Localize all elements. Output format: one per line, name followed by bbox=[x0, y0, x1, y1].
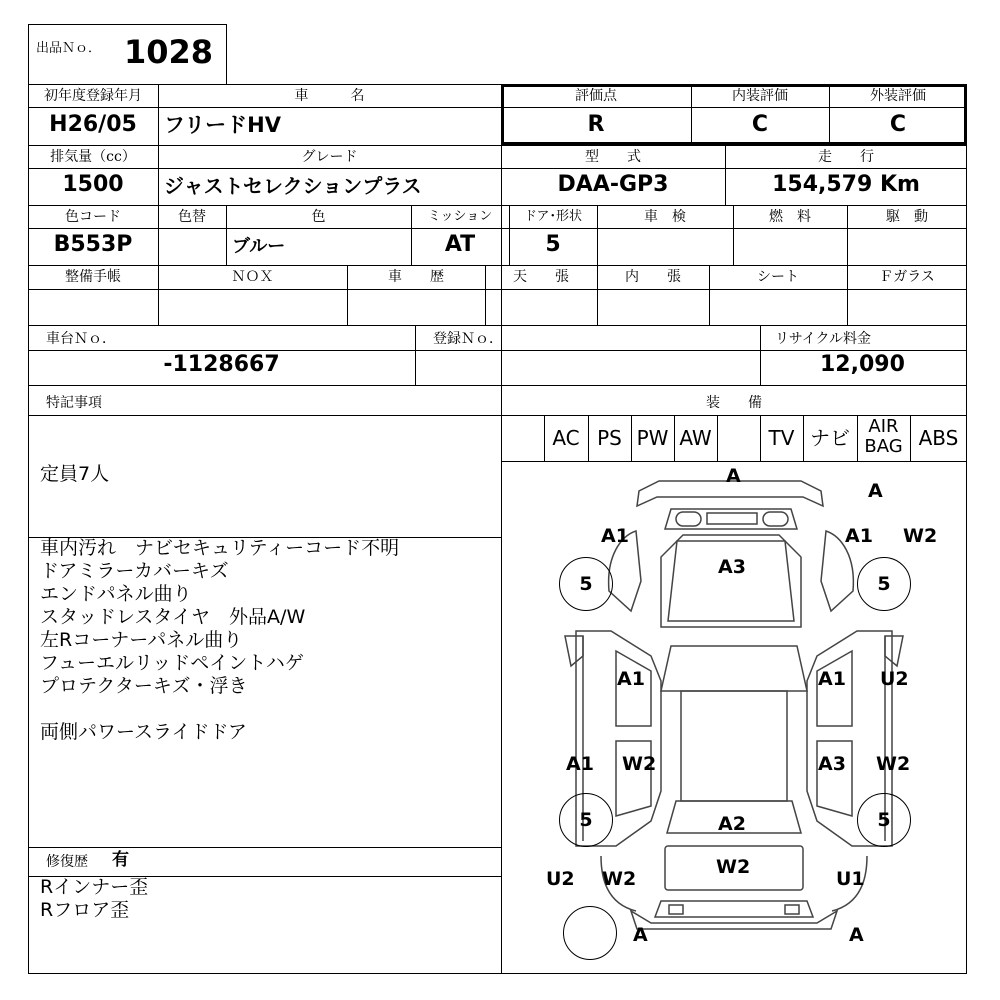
score-label: 評価点 bbox=[575, 88, 617, 104]
damage-marker: A1 bbox=[601, 525, 629, 547]
repair-value: 有 bbox=[112, 850, 129, 870]
equipment-label: 装 備 bbox=[706, 395, 762, 411]
grade-value: ジャストセレクションプラス bbox=[164, 174, 422, 198]
chassis-value: -1128667 bbox=[163, 352, 280, 377]
damage-marker: A bbox=[726, 465, 741, 487]
damage-marker: A bbox=[868, 480, 883, 502]
remark-line: ドアミラーカバーキズ bbox=[40, 560, 229, 582]
mileage-value: 154,579 Km bbox=[772, 172, 920, 197]
displacement-value: 1500 bbox=[62, 172, 124, 197]
remark-line: 車内汚れ ナビセキュリティーコード不明 bbox=[40, 537, 400, 559]
spare-tire-marker bbox=[563, 906, 617, 960]
car-name-label: 車 名 bbox=[294, 88, 365, 104]
remark-line: 左Rコーナーパネル曲り bbox=[40, 629, 243, 651]
damage-marker: U2 bbox=[880, 668, 909, 690]
mileage-label: 走 行 bbox=[818, 149, 874, 165]
model-label: 型 式 bbox=[585, 149, 641, 165]
registration-label: 登録Ｎｏ． bbox=[433, 331, 503, 347]
equip-navi: ナビ bbox=[810, 426, 850, 450]
damage-marker: W2 bbox=[622, 753, 657, 775]
exterior-value: C bbox=[889, 112, 907, 137]
damage-marker: W2 bbox=[716, 856, 751, 878]
nox-label: ＮＯＸ bbox=[231, 269, 274, 285]
chassis-label: 車台Ｎｏ． bbox=[46, 331, 116, 347]
score-value: R bbox=[587, 112, 605, 137]
remark-line: フューエルリッドペイントハゲ bbox=[40, 652, 304, 674]
repair-top-line bbox=[28, 847, 501, 848]
row-line bbox=[28, 168, 967, 169]
drive-label: 駆 動 bbox=[886, 209, 928, 225]
row-line bbox=[28, 289, 967, 290]
first-reg-value: H26/05 bbox=[49, 112, 137, 137]
tire-front-left-marker: 5 bbox=[559, 557, 613, 611]
equip-ac: AC bbox=[552, 426, 580, 450]
row-line bbox=[28, 265, 967, 266]
inspection-label: 車 検 bbox=[644, 209, 686, 225]
row-line bbox=[28, 385, 967, 386]
displacement-label: 排気量（cc） bbox=[50, 149, 136, 165]
row-line bbox=[28, 325, 967, 326]
seat-label: シート bbox=[757, 269, 799, 285]
door-value: 5 bbox=[545, 232, 561, 257]
color-code-value: B553P bbox=[53, 232, 133, 257]
remark-line: プロテクターキズ・浮き bbox=[40, 675, 248, 697]
damage-marker: U2 bbox=[546, 868, 575, 890]
transmission-label: ミッション bbox=[427, 209, 493, 224]
lot-number: 1028 bbox=[124, 33, 214, 71]
row-line bbox=[28, 228, 967, 229]
damage-marker: A bbox=[849, 924, 864, 946]
remark-line bbox=[40, 698, 399, 721]
col-line bbox=[760, 325, 761, 385]
equip-abs: ABS bbox=[918, 426, 959, 450]
damage-marker: A1 bbox=[818, 668, 846, 690]
history-label: 車 歴 bbox=[388, 269, 444, 285]
repair-label: 修復歴 bbox=[46, 854, 88, 870]
remark-line: 両側パワースライドドア bbox=[40, 721, 247, 743]
car-diagram bbox=[501, 461, 967, 974]
lot-label: 出品Ｎｏ． bbox=[36, 41, 102, 56]
first-reg-label: 初年度登録年月 bbox=[44, 88, 142, 104]
row-line bbox=[28, 205, 967, 206]
damage-marker: A3 bbox=[718, 556, 746, 578]
tire-front-right-marker: 5 bbox=[857, 557, 911, 611]
interior-label: 内装評価 bbox=[732, 88, 788, 104]
col-line bbox=[415, 325, 416, 385]
equip-tv: TV bbox=[768, 426, 795, 450]
color-value: ブルー bbox=[232, 236, 286, 257]
car-name-value: フリードHV bbox=[164, 113, 281, 137]
damage-marker: A1 bbox=[566, 753, 594, 775]
tire-rear-right-marker: 5 bbox=[857, 793, 911, 847]
fuel-label: 燃 料 bbox=[769, 209, 811, 225]
remark-line: スタッドレスタイヤ 外品A/W bbox=[40, 606, 306, 628]
capacity-text: 定員7人 bbox=[40, 463, 110, 485]
damage-marker: A3 bbox=[818, 753, 846, 775]
tire-rear-left-marker: 5 bbox=[559, 793, 613, 847]
damage-marker: W2 bbox=[602, 868, 637, 890]
damage-marker: A1 bbox=[617, 668, 645, 690]
color-label: 色 bbox=[311, 209, 326, 225]
remark-line: エンドパネル曲り bbox=[40, 583, 192, 605]
manual-label: 整備手帳 bbox=[65, 269, 121, 285]
damage-marker: A bbox=[633, 924, 648, 946]
equip-pw: PW bbox=[636, 426, 669, 450]
row-line bbox=[28, 415, 967, 416]
recycle-label: リサイクル料金 bbox=[775, 331, 872, 347]
damage-marker: A2 bbox=[718, 813, 746, 835]
glass-label: Ｆガラス bbox=[879, 269, 935, 285]
repair-line: Rインナー歪 bbox=[40, 876, 149, 898]
equip-aw: AW bbox=[679, 426, 712, 450]
interior-value: C bbox=[751, 112, 769, 137]
model-value: DAA-GP3 bbox=[557, 172, 669, 197]
interior-lining-label: 内 張 bbox=[625, 269, 681, 285]
damage-marker: W2 bbox=[876, 753, 911, 775]
recycle-value: 12,090 bbox=[820, 352, 905, 377]
exterior-label: 外装評価 bbox=[870, 88, 926, 104]
transmission-value: AT bbox=[444, 232, 476, 257]
color-change-label: 色替 bbox=[178, 209, 206, 225]
damage-marker: W2 bbox=[903, 525, 938, 547]
damage-marker: U1 bbox=[836, 868, 865, 890]
repair-line: Rフロア歪 bbox=[40, 899, 130, 921]
door-label: ドア･形状 bbox=[523, 209, 583, 224]
remarks-list bbox=[40, 537, 399, 744]
damage-marker: A1 bbox=[845, 525, 873, 547]
ceiling-label: 天 張 bbox=[513, 269, 569, 285]
remarks-label: 特記事項 bbox=[46, 395, 102, 411]
equip-ps: PS bbox=[597, 426, 622, 450]
row-line bbox=[28, 145, 967, 146]
color-code-label: 色コード bbox=[65, 209, 121, 225]
grade-label: グレード bbox=[301, 149, 358, 165]
equip-line bbox=[717, 415, 718, 461]
equip-airbag: AIR BAG bbox=[864, 416, 903, 457]
